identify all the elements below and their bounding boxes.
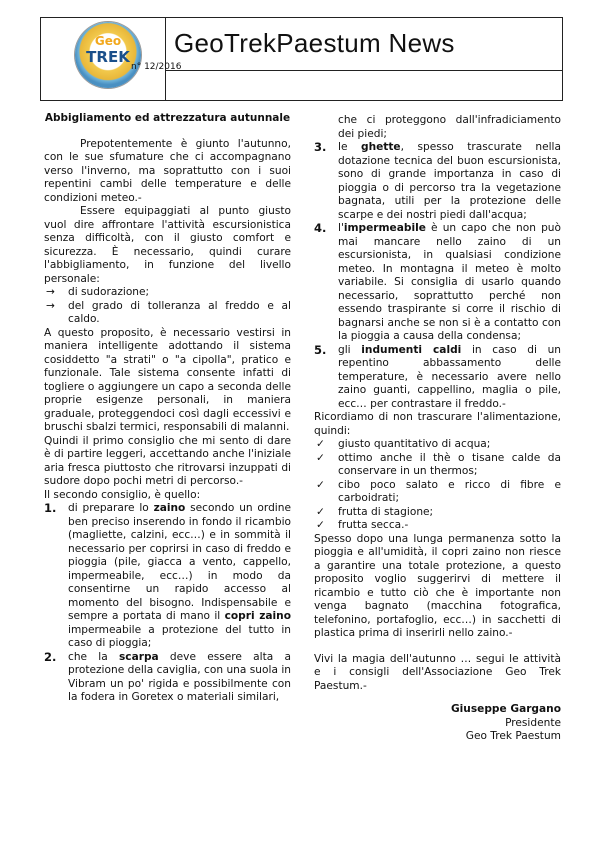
arrow-icon: →	[46, 299, 55, 312]
paragraph-closing: Vivi la magia dell'autunno … segui le attività e i consigli dell'Associazione Geo Trek Paestum.-	[314, 652, 561, 692]
paragraph-equipment: Essere equipaggiati al punto giusto vuol dire affrontare l'attività escursionistica senza difficoltà, con il giusto comfort e sicurezza. È necessario, quindi curare l'abbigliamento, in funzione del livello personale:	[44, 205, 291, 285]
title-cell	[166, 18, 562, 71]
issue-number: n° 12/2016	[131, 62, 182, 72]
check-icon: ✓	[316, 478, 325, 491]
list-item: ✓ frutta di stagione;	[316, 505, 434, 518]
newsletter-title: GeoTrekPaestum News	[174, 28, 455, 58]
logo-cell	[41, 18, 166, 100]
numbered-item-continuation: che ci proteggono dall'infradiciamento dei piedi;	[338, 114, 561, 140]
logo-trek-text: TREK	[86, 48, 130, 66]
paragraph-rain-advice: Spesso dopo una lunga permanenza sotto la pioggia e all'umidità, il copri zaino non riesce a garantire una totale protezione, a questo proposito voglio suggerirvi di mettere il ricambio e tutto ciò che è importante non venga bagnato (macchina fotografica, telefonino, portafoglio, ecc…) in sacchetti di plastica prima di inserirli nello zaino.-	[314, 532, 561, 639]
check-icon: ✓	[316, 519, 325, 531]
check-icon: ✓	[316, 438, 325, 450]
signature-role: Presidente	[505, 716, 561, 729]
masthead	[40, 17, 563, 101]
numbered-item-raincoat: 4. l'impermeabile è un capo che non può mai mancare nello zaino di un escursionista, in qualsiasi condizione meteo. In montagna il meteo è molto variabile. Si consiglia di usarlo quando necessario, soprattutto perché non essendo traspirante si corre il rischio di bagnarsi anche se non si è a contatto con la pioggia a causa della condensa;	[314, 221, 561, 342]
signature	[314, 703, 561, 744]
list-item: ✓ cibo poco salato e ricco di fibre e carboidrati;	[316, 478, 561, 504]
numbered-item-warm-clothes: 5. gli indumenti caldi in caso di un repentino abbassamento delle temperature, è necessario avere nello zaino guanti, cappellino, maglia o pile, ecc… per contrastare il freddo.-	[314, 342, 561, 410]
list-item: → del grado di tolleranza al freddo e al caldo.	[46, 299, 291, 325]
signature-name: Giuseppe Gargano	[450, 703, 561, 715]
list-item: ✓ frutta secca.-	[316, 519, 409, 531]
list-item: → di sudorazione;	[46, 286, 150, 298]
signature-org: Geo Trek Paestum	[465, 730, 561, 742]
list-item: ✓ ottimo anche il thè o tisane calde da conservare in un thermos;	[316, 451, 561, 477]
list-item: ✓ giusto quantitativo di acqua;	[316, 438, 491, 450]
numbered-item-gaiters: 3. le ghette, spesso trascurate nella dotazione tecnica del buon escursionista, sono di grande importanza in caso di pioggia o di percorso tra la vegetazione bagnata, utili per la protezione delle scarpe e dei nostri piedi dall'acqua;	[314, 140, 561, 221]
numbered-item-shoes: 2. che la scarpa deve essere alta a protezione della caviglia, con una suola in Vibram un po' rigida e possibilmente con la fodera in Goretex o materiali similari,	[44, 649, 291, 703]
left-column	[44, 112, 291, 705]
right-column	[314, 114, 561, 744]
check-icon: ✓	[316, 505, 325, 518]
check-icon: ✓	[316, 451, 325, 464]
paragraph-food: Ricordiamo di non trascurare l'alimentazione, quindi:	[314, 411, 561, 437]
paragraph-first-advice: Quindi il primo consiglio che mi sento di dare è di partire leggeri, accettando anche l'iniziale aria fresca piuttosto che ritrovarsi inzuppati di sudore dopo pochi metri di percorso.-	[44, 434, 291, 487]
paragraph-intro: Prepotentemente è giunto l'autunno, con le sue sfumature che ci accompagnano verso l'inverno, ma soprattutto con i suoi repentini cambi delle temperature e delle condizioni meteo.-	[44, 137, 291, 204]
numbered-item-backpack: 1. di preparare lo zaino secondo un ordine ben preciso inserendo in fondo il ricambio (magliette, calzini, ecc…) e in sommità il necessario per coprirsi in caso di freddo e pioggia (pile, giacca a vento, cappello, impermeabile, ecc…) in modo da consentirne un rapido accesso al momento del bisogno. Indispensabile e sempre a portata di mano il copri zaino impermeabile a protezione del tutto in caso di pioggia;	[44, 501, 291, 649]
arrow-icon: →	[46, 286, 55, 298]
geotrek-logo	[75, 22, 141, 88]
logo-geo-text: Geo	[94, 34, 122, 48]
paragraph-second-advice: Il secondo consiglio, è quello:	[44, 488, 201, 501]
article-heading: Abbigliamento ed attrezzatura autunnale	[44, 112, 291, 124]
paragraph-layers: A questo proposito, è necessario vestirsi in maniera intelligente adottando il sistema cosiddetto "a strati" o "a cipolla", pratico e funzionale. Tale sistema consente infatti di togliere o aggiungere un capo a seconda delle proprie esigenze personali, in maniera graduale, proteggendoci così dagli eccessivi e bruschi sbalzi termici, responsabili di malanni.	[44, 326, 291, 433]
